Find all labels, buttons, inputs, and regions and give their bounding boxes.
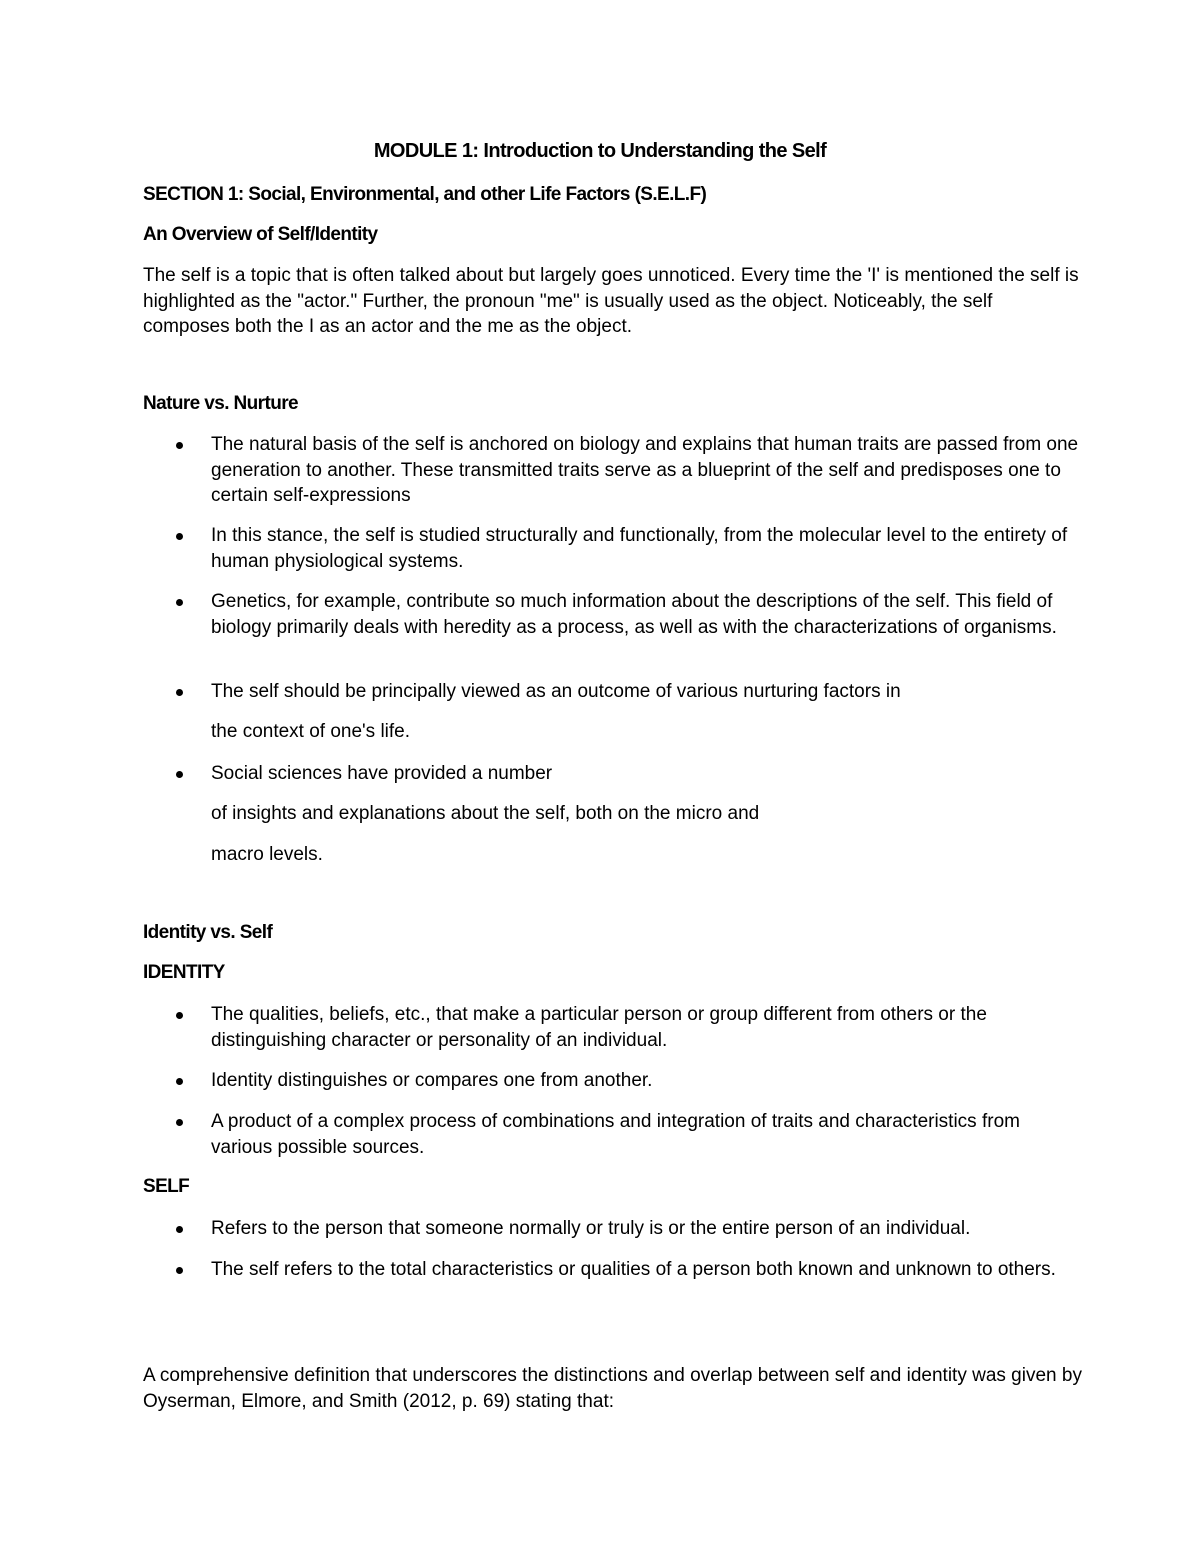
bullet-text: Genetics, for example, contribute so much information about the descriptions of the self. This field of biology primarily deals with heredity as a process, as well as with the characterizations of organisms. (211, 591, 1057, 638)
bullet-icon (176, 689, 183, 696)
identity-heading: IDENTITY (143, 962, 225, 983)
bullet-text: In this stance, the self is studied structurally and functionally, from the molecular level to the entirety of human physiological systems. (211, 525, 1068, 572)
self-bullet (143, 1257, 1083, 1283)
bullet-text: The self refers to the total characteristics or qualities of a person both known and unknown to others. (211, 1259, 1056, 1280)
bullet-icon (176, 1267, 183, 1274)
bullet-icon (176, 771, 183, 778)
bullet-text: Refers to the person that someone normally or truly is or the entire person of an individual. (211, 1218, 971, 1239)
bullet-text: Identity distinguishes or compares one from another. (211, 1070, 653, 1091)
bullet-icon (176, 1012, 183, 1019)
bullet-icon (176, 1078, 183, 1085)
nature-nurture-heading: Nature vs. Nurture (143, 393, 298, 414)
bullet-continuation: of insights and explanations about the self, both on the micro and (211, 803, 760, 824)
bullet-continuation: macro levels. (211, 844, 323, 865)
bullet-icon (176, 1119, 183, 1126)
closing-paragraph: A comprehensive definition that underscores the distinctions and overlap between self and identity was given by Oyserman, Elmore, and Smith (2012, p. 69) stating that: (143, 1365, 1082, 1412)
overview-paragraph: The self is a topic that is often talked about but largely goes unnoticed. Every time the 'I' is mentioned the self is highlighted as the "actor." Further, the pronoun "me" is usually used as the object. Noticeably, the self composes both the I as an actor and the me as the object. (143, 265, 1079, 337)
identity-bullet (143, 1002, 1083, 1053)
bullet-text: The qualities, beliefs, etc., that make a particular person or group different from others or the distinguishing character or personality of an individual. (211, 1004, 987, 1051)
bullet-continuation: the context of one's life. (211, 721, 411, 742)
self-bullet (143, 1216, 1083, 1242)
self-heading: SELF (143, 1176, 190, 1197)
bullet-icon (176, 442, 183, 449)
identity-self-heading: Identity vs. Self (143, 922, 273, 943)
bullet-icon (176, 1226, 183, 1233)
nature-bullet (143, 589, 1083, 640)
identity-bullet (143, 1109, 1083, 1160)
identity-bullet (143, 1068, 1083, 1094)
bullet-text: The self should be principally viewed as an outcome of various nurturing factors in (211, 681, 901, 702)
bullet-icon (176, 533, 183, 540)
overview-heading: An Overview of Self/Identity (143, 224, 378, 245)
bullet-text: A product of a complex process of combinations and integration of traits and characteristics from various possible sources. (211, 1111, 1020, 1158)
bullet-icon (176, 599, 183, 606)
nature-bullet (143, 761, 1083, 787)
nature-bullet (143, 523, 1083, 574)
section-heading: SECTION 1: Social, Environmental, and other Life Factors (S.E.L.F) (143, 184, 707, 205)
bullet-text: The natural basis of the self is anchored on biology and explains that human traits are passed from one generation to another. These transmitted traits serve as a blueprint of the self and predisposes one to certain self-expressions (211, 434, 1079, 506)
bullet-text: Social sciences have provided a number (211, 763, 553, 784)
nature-bullet (143, 679, 1083, 705)
nature-bullet (143, 432, 1083, 509)
module-title: MODULE 1: Introduction to Understanding the Self (373, 140, 827, 162)
